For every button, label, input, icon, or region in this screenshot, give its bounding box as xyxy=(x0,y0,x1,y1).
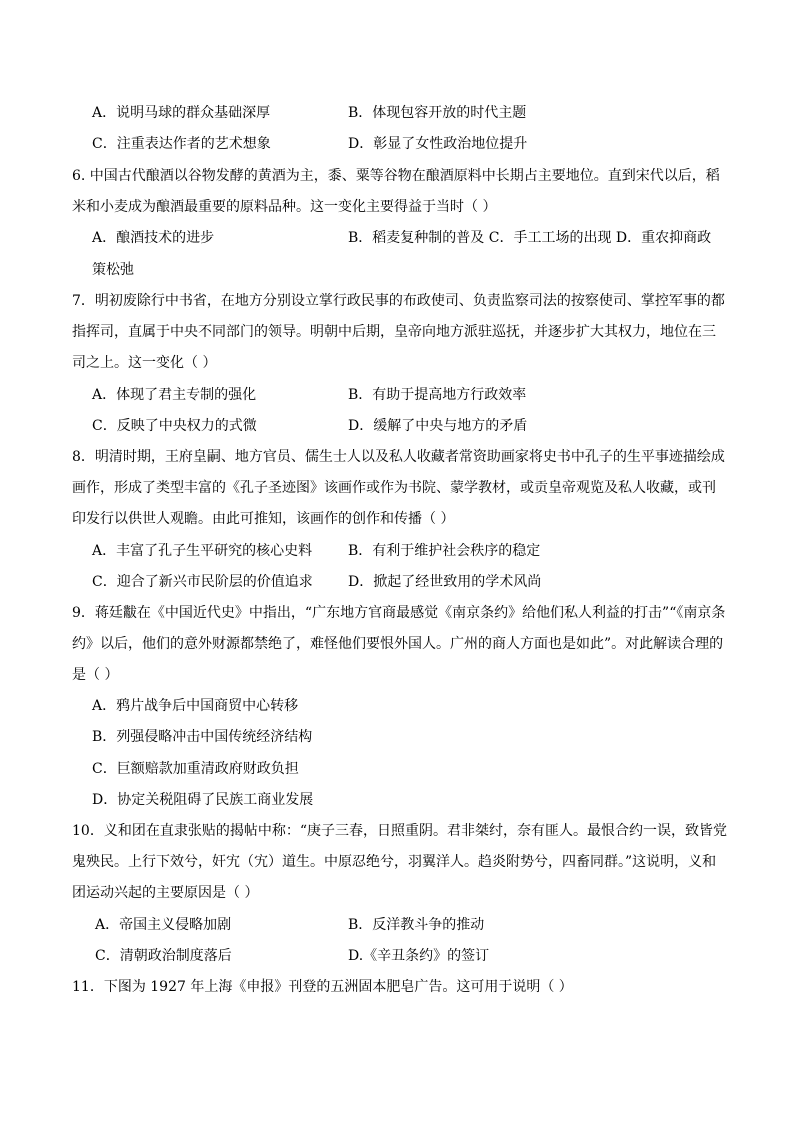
q5-option-b: B．体现包容开放的时代主题 xyxy=(348,105,527,121)
q9-option-d: D．协定关税阻碍了民族工商业发展 xyxy=(92,792,314,808)
q10-stem-line-3: 团运动兴起的主要原因是（ ） xyxy=(72,885,259,901)
q9-stem-line-2: 约》以后，他们的意外财源都禁绝了，难怪他们要恨外国人。广州的商人方面也是如此”。对此解读合理的 xyxy=(72,636,724,652)
q5-option-a: A．说明马球的群众基础深厚 xyxy=(92,105,271,121)
q8-option-b: B．有利于维护社会秩序的稳定 xyxy=(348,543,541,559)
q10-option-b: B．反洋教斗争的推动 xyxy=(348,917,485,933)
q10-option-d: D.《辛丑条约》的签订 xyxy=(348,948,490,964)
q10-stem-line-2: 鬼殃民。上行下效兮，奸宄（宄）道生。中原忍绝兮，羽翼洋人。趋炎附势兮，四畜同群。”这说明，义和 xyxy=(72,854,717,870)
q10-option-a: A．帝国主义侵略加剧 xyxy=(95,917,232,933)
q9-option-a: A．鸦片战争后中国商贸中心转移 xyxy=(92,698,299,714)
q5-option-c: C．注重表达作者的艺术想象 xyxy=(92,136,271,152)
q6-stem-line-1: 6. 中国古代酿酒以谷物发酵的黄酒为主，黍、粟等谷物在酿酒原料中长期占主要地位。直到宋代以后，稻 xyxy=(72,168,720,184)
q6-stem-line-2: 米和小麦成为酿酒最重要的原料品种。这一变化主要得益于当时（ ） xyxy=(72,199,497,215)
q10-option-c: C．清朝政治制度落后 xyxy=(95,948,232,964)
q8-option-c: C．迎合了新兴市民阶层的价值追求 xyxy=(92,574,313,590)
q7-stem-line-2: 指挥司，直属于中央不同部门的领导。明朝中后期，皇帝向地方派驻巡抚，并逐步扩大其权力，地位在三 xyxy=(72,324,716,340)
q11-stem: 11．下图为 1927 年上海《申报》刊登的五洲固本肥皂广告。这可用于说明（ ） xyxy=(72,979,573,995)
q9-option-b: B．列强侵略冲击中国传统经济结构 xyxy=(92,729,313,745)
q7-option-d: D．缓解了中央与地方的矛盾 xyxy=(348,418,528,434)
q9-stem-line-1: 9．蒋廷黻在《中国近代史》中指出，“广东地方官商最感觉《南京条约》给他们私人利益的打击”“《南京条 xyxy=(72,605,726,621)
q7-stem-line-3: 司之上。这一变化（ ） xyxy=(72,355,217,371)
q6-options-bcd: B．稻麦复种制的普及 C．手工工场的出现 D．重农抑商政 xyxy=(348,230,712,246)
q6-option-d-continued: 策松弛 xyxy=(92,262,134,278)
q8-stem-line-3: 印发行以供世人观瞻。由此可推知，该画作的创作和传播（ ） xyxy=(72,511,455,527)
q8-stem-line-2: 画作，形成了类型丰富的《孔子圣迹图》该画作或作为书院、蒙学教材，或贡皇帝观览及私人收藏，或刊 xyxy=(72,480,716,496)
q6-option-a: A．酿酒技术的进步 xyxy=(92,230,215,246)
q7-stem-line-1: 7．明初废除行中书省，在地方分别设立掌行政民事的布政使司、负责监察司法的按察使司、掌控军事的都 xyxy=(72,293,725,309)
q8-option-a: A．丰富了孔子生平研究的核心史料 xyxy=(92,543,313,559)
q8-stem-line-1: 8．明清时期，王府皇嗣、地方官员、儒生士人以及私人收藏者常资助画家将史书中孔子的生平事迹描绘成 xyxy=(72,449,725,465)
q10-stem-line-1: 10．义和团在直隶张贴的揭帖中称：“庚子三春，日照重阴。君非桀纣，奈有匪人。最恨合约一误，致皆党 xyxy=(72,823,727,839)
q7-option-a: A．体现了君主专制的强化 xyxy=(92,387,257,403)
q7-option-c: C．反映了中央权力的式微 xyxy=(92,418,257,434)
q8-option-d: D．掀起了经世致用的学术风尚 xyxy=(348,574,542,590)
q9-option-c: C．巨额赔款加重清政府财政负担 xyxy=(92,761,299,777)
q5-option-d: D．彰显了女性政治地位提升 xyxy=(348,136,528,152)
q7-option-b: B．有助于提高地方行政效率 xyxy=(348,387,527,403)
q9-stem-line-3: 是（ ） xyxy=(72,667,119,683)
